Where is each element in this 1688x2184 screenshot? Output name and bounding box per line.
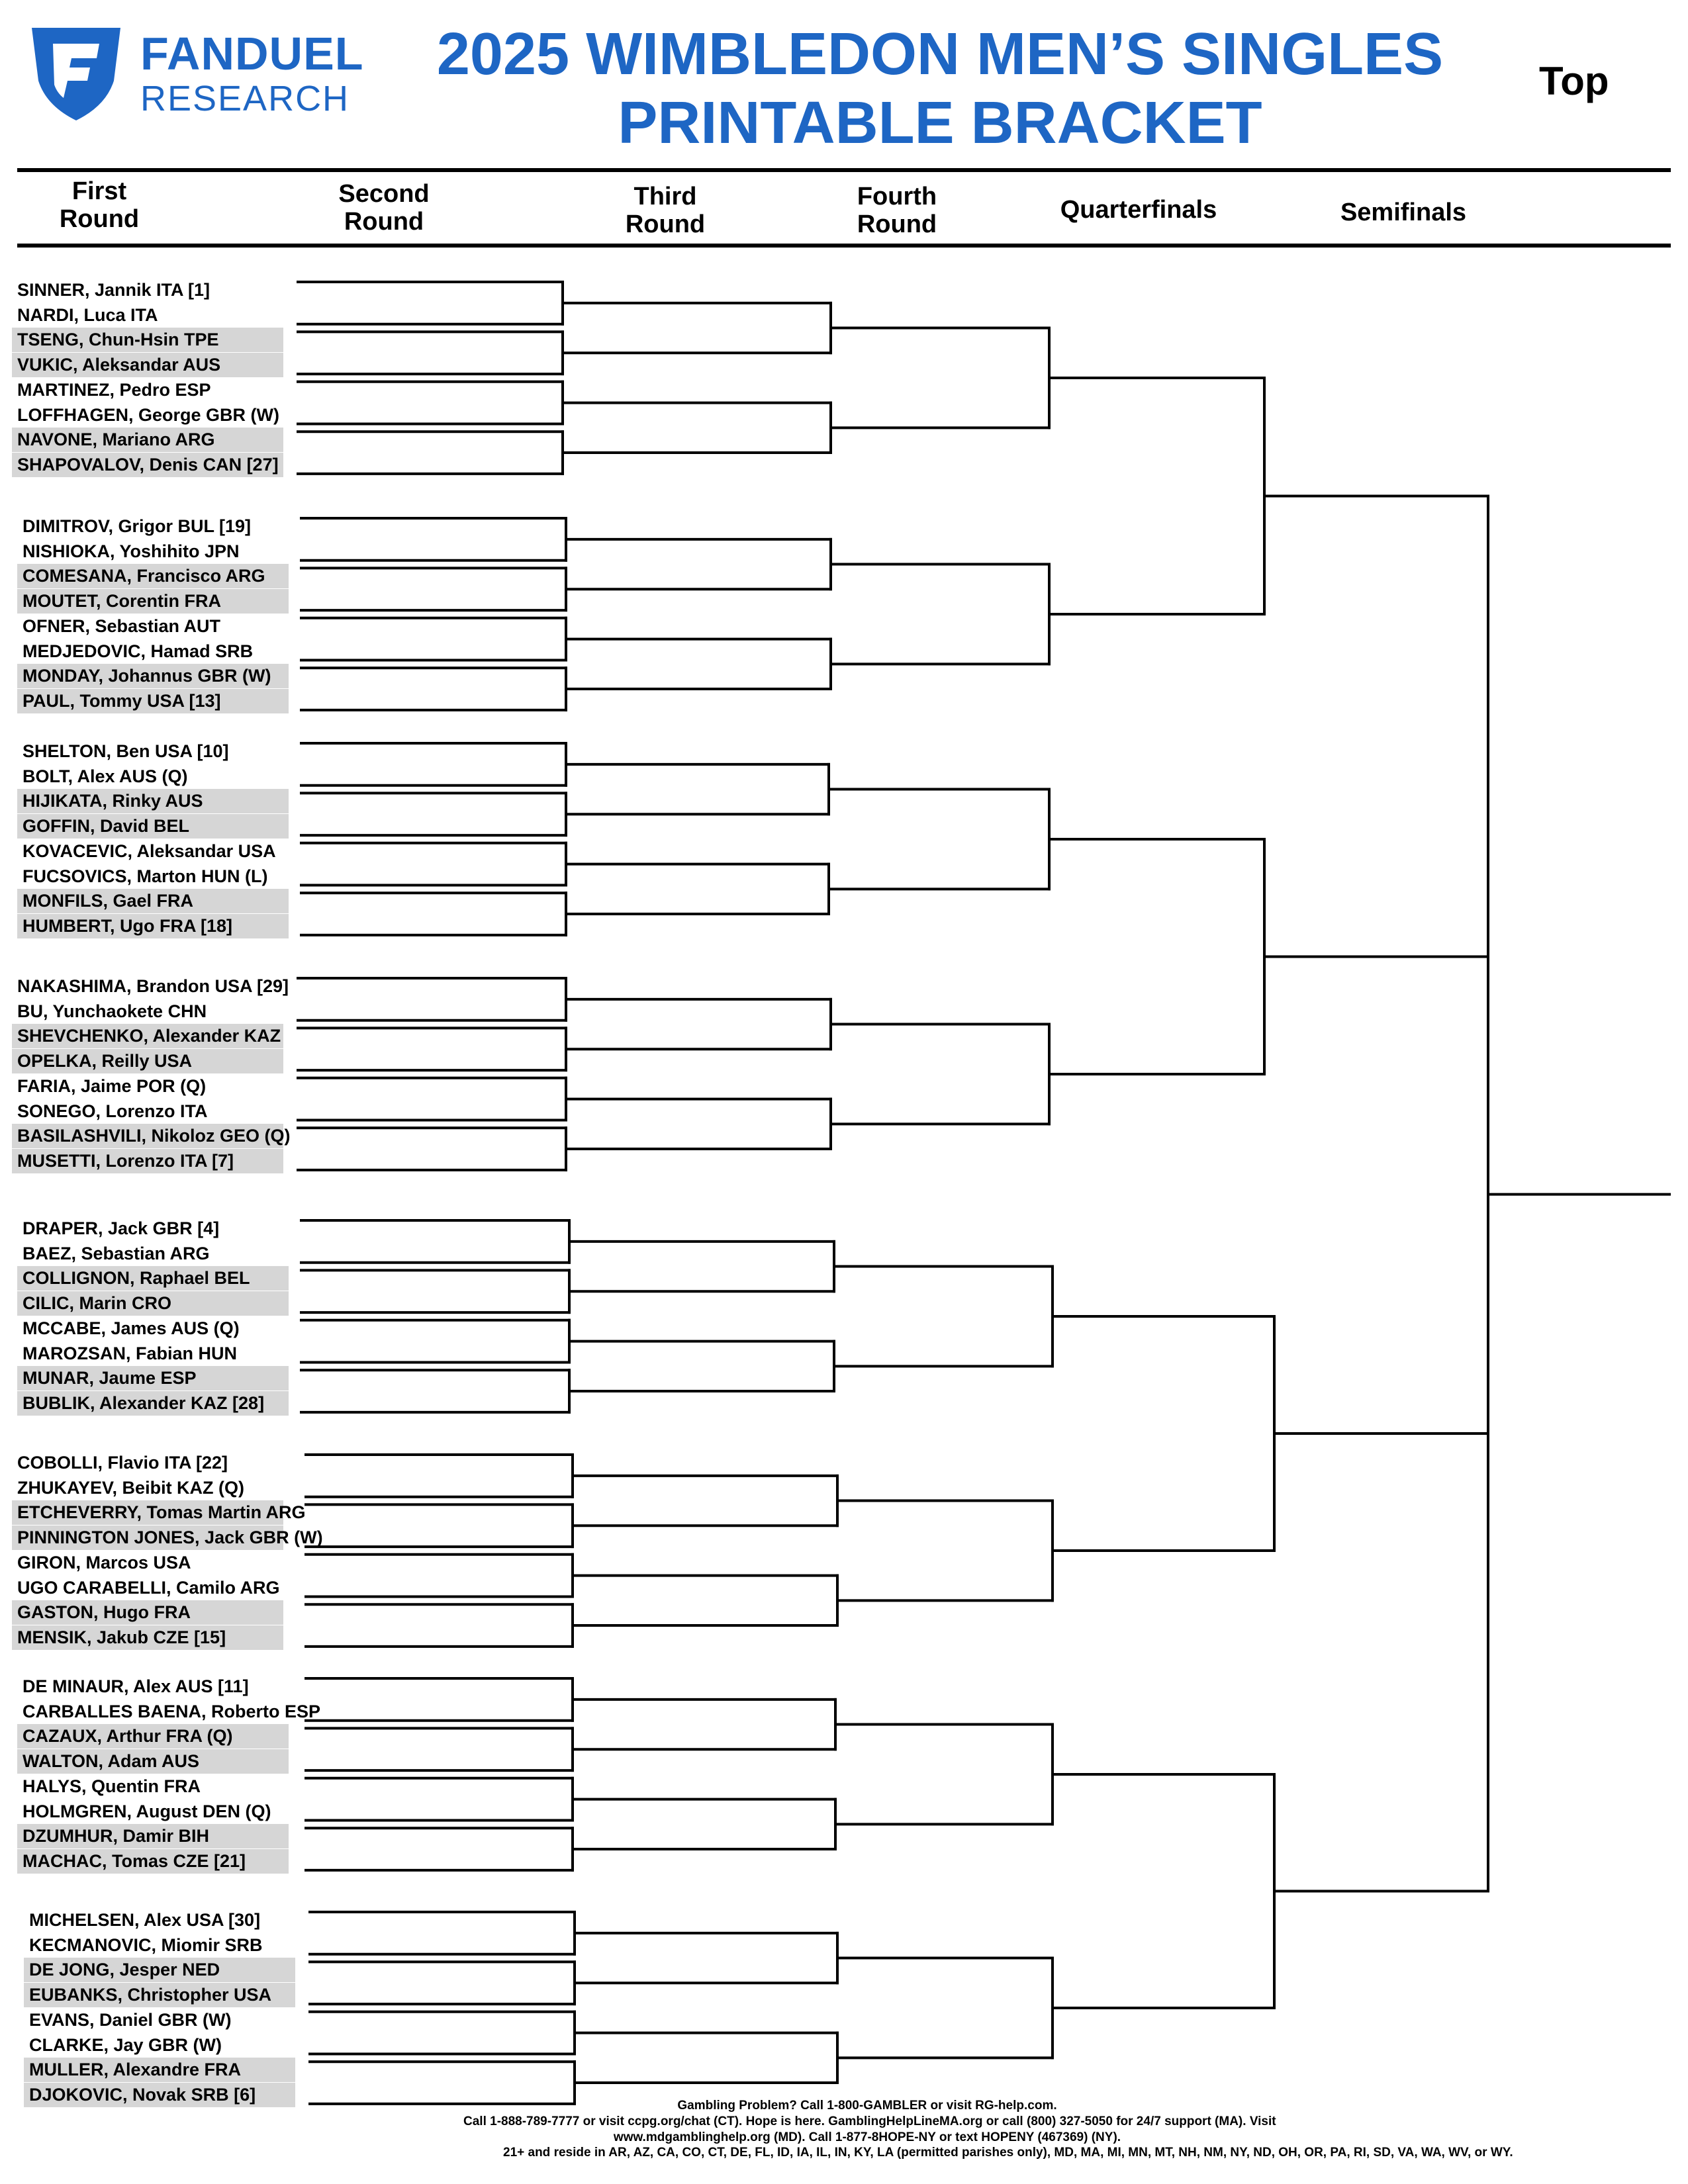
player-entry[interactable]: OFNER, Sebastian AUT: [23, 615, 221, 636]
player-entry[interactable]: GOFFIN, David BEL: [17, 814, 289, 839]
player-entry[interactable]: CILIC, Marin CRO: [17, 1291, 289, 1316]
player-entry[interactable]: MENSIK, Jakub CZE [15]: [12, 1625, 283, 1650]
round-header-fourth: Fourth Round: [857, 183, 937, 238]
region-label: Top: [1539, 59, 1609, 103]
player-entry[interactable]: EVANS, Daniel GBR (W): [29, 2009, 232, 2030]
player-entry[interactable]: BASILASHVILI, Nikoloz GEO (Q): [12, 1124, 283, 1148]
player-entry[interactable]: FARIA, Jaime POR (Q): [17, 1075, 207, 1096]
player-entry[interactable]: CARBALLES BAENA, Roberto ESP: [23, 1701, 321, 1721]
round-header-second: Second Round: [338, 180, 430, 236]
player-entry[interactable]: MICHELSEN, Alex USA [30]: [29, 1910, 261, 1930]
player-entry[interactable]: KECMANOVIC, Miomir SRB: [29, 1934, 263, 1955]
player-entry[interactable]: GASTON, Hugo FRA: [12, 1600, 283, 1625]
round-header-third: Third Round: [625, 183, 706, 238]
player-entry[interactable]: BAEZ, Sebastian ARG: [23, 1243, 210, 1263]
player-entry[interactable]: OPELKA, Reilly USA: [12, 1049, 283, 1073]
player-entry[interactable]: GIRON, Marcos USA: [17, 1552, 191, 1572]
logo-text-fanduel: FANDUEL: [140, 28, 364, 79]
player-entry[interactable]: HUMBERT, Ugo FRA [18]: [17, 914, 289, 938]
player-entry[interactable]: NISHIOKA, Yoshihito JPN: [23, 541, 240, 561]
logo-text-research: RESEARCH: [140, 79, 350, 118]
player-entry[interactable]: HALYS, Quentin FRA: [23, 1776, 201, 1796]
footer-line-2: Call 1-888-789-7777 or visit ccpg.org/chat (CT). Hope is here. GamblingHelpLineMA.org or call (800) 327-5050 for 24/7 support (MA). Visit: [463, 2115, 1276, 2128]
responsible-gambling-footer: [463, 2098, 1276, 2146]
player-entry[interactable]: MACHAC, Tomas CZE [21]: [17, 1849, 289, 1874]
player-entry[interactable]: PAUL, Tommy USA [13]: [17, 689, 289, 713]
player-entry[interactable]: SONEGO, Lorenzo ITA: [17, 1101, 208, 1121]
player-entry[interactable]: HIJIKATA, Rinky AUS: [17, 789, 289, 813]
player-entry[interactable]: WALTON, Adam AUS: [17, 1749, 289, 1774]
player-entry[interactable]: BOLT, Alex AUS (Q): [23, 766, 188, 786]
footer-line-3: www.mdgamblinghelp.org (MD). Call 1-877-8HOPE-NY or text HOPENY (467369) (NY).: [613, 2130, 1121, 2144]
player-entry[interactable]: CLARKE, Jay GBR (W): [29, 2034, 222, 2055]
footer-line-1: Gambling Problem? Call 1-800-GAMBLER or visit RG-help.com.: [677, 2099, 1057, 2113]
round-header-first: First Round: [59, 177, 140, 233]
player-entry[interactable]: SHEVCHENKO, Alexander KAZ: [12, 1024, 283, 1048]
player-entry[interactable]: FUCSOVICS, Marton HUN (L): [23, 866, 268, 886]
player-entry[interactable]: MONDAY, Johannus GBR (W): [17, 664, 289, 688]
player-entry[interactable]: MEDJEDOVIC, Hamad SRB: [23, 641, 254, 661]
round-header-semifinals: Semifinals: [1340, 199, 1467, 226]
player-entry[interactable]: EUBANKS, Christopher USA: [24, 1983, 295, 2007]
player-entry[interactable]: UGO CARABELLI, Camilo ARG: [17, 1577, 280, 1598]
player-entry[interactable]: BUBLIK, Alexander KAZ [28]: [17, 1391, 289, 1416]
player-entry[interactable]: MOUTET, Corentin FRA: [17, 589, 289, 614]
player-entry[interactable]: DZUMHUR, Damir BIH: [17, 1824, 289, 1848]
player-entry[interactable]: DJOKOVIC, Novak SRB [6]: [24, 2083, 295, 2107]
player-entry[interactable]: BU, Yunchaokete CHN: [17, 1001, 207, 1021]
player-entry[interactable]: LOFFHAGEN, George GBR (W): [17, 404, 279, 425]
player-entry[interactable]: SHELTON, Ben USA [10]: [23, 741, 229, 761]
player-entry[interactable]: COLLIGNON, Raphael BEL: [17, 1266, 289, 1291]
player-entry[interactable]: DRAPER, Jack GBR [4]: [23, 1218, 220, 1238]
player-entry[interactable]: MUNAR, Jaume ESP: [17, 1366, 289, 1390]
player-entry[interactable]: MCCABE, James AUS (Q): [23, 1318, 240, 1338]
player-entry[interactable]: CAZAUX, Arthur FRA (Q): [17, 1724, 289, 1749]
player-entry[interactable]: DE MINAUR, Alex AUS [11]: [23, 1676, 249, 1696]
player-entry[interactable]: NAVONE, Mariano ARG: [12, 428, 283, 452]
player-entry[interactable]: MONFILS, Gael FRA: [17, 889, 289, 913]
footer-line-4: 21+ and reside in AR, AZ, CA, CO, CT, DE, FL, ID, IA, IL, IN, KY, LA (permitted parishes only), MD, MA, MI, MN, MT, NH, NM, NY, ND, OH, OR, PA, RI, SD, VA, WA, WV, or WY.: [503, 2146, 1513, 2160]
player-entry[interactable]: NAKASHIMA, Brandon USA [29]: [17, 976, 289, 996]
player-entry[interactable]: ZHUKAYEV, Beibit KAZ (Q): [17, 1477, 245, 1498]
title-line-2: PRINTABLE BRACKET: [618, 90, 1262, 156]
player-entry[interactable]: DIMITROV, Grigor BUL [19]: [23, 516, 252, 536]
player-entry[interactable]: ETCHEVERRY, Tomas Martin ARG: [12, 1500, 283, 1525]
player-entry[interactable]: COMESANA, Francisco ARG: [17, 564, 289, 588]
round-header-quarterfinals: Quarterfinals: [1060, 196, 1217, 224]
player-entry[interactable]: SINNER, Jannik ITA [1]: [17, 280, 211, 300]
player-entry[interactable]: MARTINEZ, Pedro ESP: [17, 379, 211, 400]
player-entry[interactable]: TSENG, Chun-Hsin TPE: [12, 328, 283, 352]
player-entry[interactable]: PINNINGTON JONES, Jack GBR (W): [12, 1525, 283, 1550]
player-entry[interactable]: DE JONG, Jesper NED: [24, 1958, 295, 1982]
player-entry[interactable]: COBOLLI, Flavio ITA [22]: [17, 1453, 228, 1473]
player-entry[interactable]: HOLMGREN, August DEN (Q): [23, 1801, 271, 1821]
player-entry[interactable]: MUSETTI, Lorenzo ITA [7]: [12, 1149, 283, 1173]
player-entry[interactable]: MAROZSAN, Fabian HUN: [23, 1343, 237, 1363]
player-entry[interactable]: SHAPOVALOV, Denis CAN [27]: [12, 453, 283, 477]
player-entry[interactable]: MULLER, Alexandre FRA: [24, 2058, 295, 2082]
title-line-1: 2025 WIMBLEDON MEN’S SINGLES: [436, 21, 1444, 87]
player-entry[interactable]: VUKIC, Aleksandar AUS: [12, 353, 283, 377]
player-entry[interactable]: KOVACEVIC, Aleksandar USA: [23, 841, 276, 861]
player-entry[interactable]: NARDI, Luca ITA: [17, 304, 158, 325]
